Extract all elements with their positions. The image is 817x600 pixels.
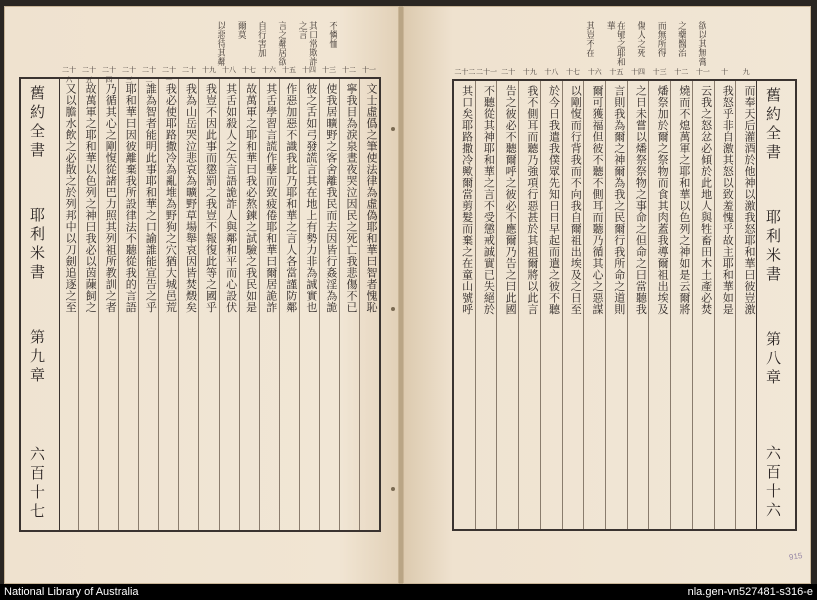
text-column: 燔祭加於爾之祭物而食其肉蓋我導爾祖出埃及 [648, 81, 670, 529]
binding-stitch [391, 127, 395, 131]
verse-number: 十二 [342, 66, 356, 74]
left-page [4, 6, 399, 584]
text-column: 彼之舌如弓發謊言其在地上有勢力非為誠實也 [299, 79, 319, 530]
verse-number: 二十六 [62, 66, 76, 84]
text-column: 寧我目為淚泉晝夜哭泣因民之死亡我悲傷不已 [339, 79, 359, 530]
text-column: 於今日我遣我僕眾先知日日早起而遣之彼不聽 [540, 81, 562, 529]
verse-number: 二十五 [82, 66, 96, 84]
verse-number: 十四 [630, 68, 645, 76]
text-column: 以剛愎而行背我而不向我自爾祖出埃及之日至 [562, 81, 584, 529]
text-column: 我必使耶路撒冷為亂堆為野狗之穴猶大城邑荒 [158, 79, 178, 530]
left-text-frame [19, 66, 381, 532]
verse-number: 十八 [544, 68, 559, 76]
verse-number: 二十 [501, 68, 516, 76]
text-column: 告之彼必不聽爾呼之彼必不應爾乃告之曰此國 [496, 81, 518, 529]
right-text-frame [452, 68, 797, 531]
margin-note: 以惡待其鄰 [215, 21, 226, 66]
verse-number: 十八 [222, 66, 236, 74]
image-identifier: nla.gen-vn527481-s316-e [687, 586, 813, 598]
margin-note: 而無所得 [655, 21, 666, 57]
text-column: 耶和華曰因彼離棄我所設律法不聽從我的言語 [118, 79, 138, 530]
right-verse-numbers [454, 67, 757, 77]
text-column: 又以膽水飲之必散之於列邦中以刀劍追逐之至 [64, 83, 78, 313]
verse-number: 九 [742, 68, 750, 76]
text-column: 乃循其心之剛愎從諸巴力照其列祖所教訓之者 [98, 79, 118, 530]
verse-number: 十二 [674, 68, 689, 76]
right-gutter [756, 81, 795, 529]
verse-number: 十六 [587, 68, 602, 76]
left-text-columns [59, 79, 379, 530]
text-column: 故萬軍之耶和華曰我必熬鍊之試驗之我民如是 [239, 79, 259, 530]
binding-stitch [391, 487, 395, 491]
text-column: 使我居曠野之客舍離我民而去因皆行姦淫為詭 [319, 79, 339, 530]
book-name: 耶利米書 [764, 209, 782, 285]
verse-number: 二十四 [102, 66, 116, 84]
chapter-label: 第九章 [28, 329, 46, 386]
text-column: 之日未嘗以燔祭祭物之事命之但命之曰當聽我 [627, 81, 649, 529]
handwritten-mark: 915 [788, 551, 803, 562]
margin-note: 爾莫 [235, 21, 246, 39]
margin-note: 之藥醫治 [676, 21, 687, 57]
right-margin-notes [584, 21, 706, 69]
left-gutter [21, 79, 60, 530]
verse-number: 十六 [262, 66, 276, 74]
verse-number: 十 [721, 68, 729, 76]
page-number: 六百十七 [28, 446, 46, 522]
verse-number: 十一 [362, 66, 376, 74]
right-page [403, 6, 811, 584]
text-column: 其舌如殺人之矢言語詭詐人與鄰和平而心設伏 [219, 79, 239, 530]
margin-note: 不憐恤 [327, 21, 338, 48]
verse-number: 二十三 [122, 66, 136, 84]
text-column: 燒而不熄萬軍之耶和華以色列之神如是云爾將 [670, 81, 692, 529]
verse-number: 十五 [282, 66, 296, 74]
text-column: 其口矣耶路撒冷歟爾當剪髮而棄之在童山號呼 [460, 85, 474, 315]
margin-note: 其口常欺詐之言 [296, 21, 318, 66]
margin-note: 言之鄰居欲 [276, 21, 287, 66]
left-margin-notes [215, 21, 337, 69]
verse-number: 十九 [522, 68, 537, 76]
verse-number: 二十 [182, 66, 196, 74]
verse-number: 十一 [695, 68, 710, 76]
verse-number: 十五 [609, 68, 624, 76]
margin-note: 其豈不在 [584, 21, 595, 57]
verse-number: 十三 [322, 66, 336, 74]
text-column: 作惡加惡不識我此乃耶和華之言人各當謹防鄰 [279, 79, 299, 530]
text-column: 我怒乎非自激其怒以致羞愧乎故主耶和華如是 [714, 81, 736, 529]
verse-number: 二十一 [162, 66, 176, 84]
margin-note: 在郇之耶和華 [604, 21, 626, 66]
text-column: 誰為智者能明此事耶和華之口諭誰能宣告之乎 [138, 79, 158, 530]
text-column: 我不側耳而聽乃強項行惡甚於其祖爾將以此言 [518, 81, 540, 529]
text-column: 文士虛僞之筆使法律為虛偽耶和華曰智者愧恥 [359, 79, 379, 530]
text-column: 爾可獲福但彼不聽不側耳而聽乃循其心之惡謀 [583, 81, 605, 529]
right-text-columns [454, 81, 757, 529]
text-column: 言則我為爾之神爾為我之民爾行我所命之道則 [605, 81, 627, 529]
verse-number: 十九 [202, 66, 216, 74]
verse-number: 二十一 [475, 68, 497, 76]
verse-number: 二十二 [454, 68, 476, 76]
text-column: 其舌學習言謊作孽而致疲倦耶和華曰爾居詭詐 [259, 79, 279, 530]
verse-number: 十七 [566, 68, 581, 76]
verse-number: 二十二 [142, 66, 156, 84]
chapter-label: 第八章 [764, 331, 782, 388]
text-column: 而奉天后灌酒於他神以激我怒耶和華曰彼豈激 [735, 81, 757, 529]
library-credit: National Library of Australia [4, 586, 139, 598]
verse-number: 十四 [302, 66, 316, 74]
margin-note: 欲以其無膏 [696, 21, 707, 66]
verse-number: 十七 [242, 66, 256, 74]
page-number: 六百十六 [764, 445, 782, 521]
margin-note: 傷人之死 [635, 21, 646, 57]
running-title: 舊約全書 [28, 85, 46, 161]
text-column: 云我之怒忿必傾於此地人與牲畜田木土產必焚 [692, 81, 714, 529]
running-title: 舊約全書 [764, 87, 782, 163]
text-column: 故萬軍之耶和華以色列之神曰我必以茵蔯飼之 [78, 79, 98, 530]
text-column: 我為山岳哭泣悲哀為曠野草場舉哀因皆焚燬矣 [178, 79, 198, 530]
text-column: 不聽從其神耶和華之言不受懲戒誠實已失絕於 [475, 81, 497, 529]
binding-stitch [391, 307, 395, 311]
verse-number: 十三 [652, 68, 667, 76]
footer-bar [0, 584, 817, 600]
text-column: 我豈不因此事而懲罰之我豈不報復此等之國乎 [198, 79, 218, 530]
book-name: 耶利米書 [28, 207, 46, 283]
margin-note: 自行害加 [256, 21, 267, 57]
